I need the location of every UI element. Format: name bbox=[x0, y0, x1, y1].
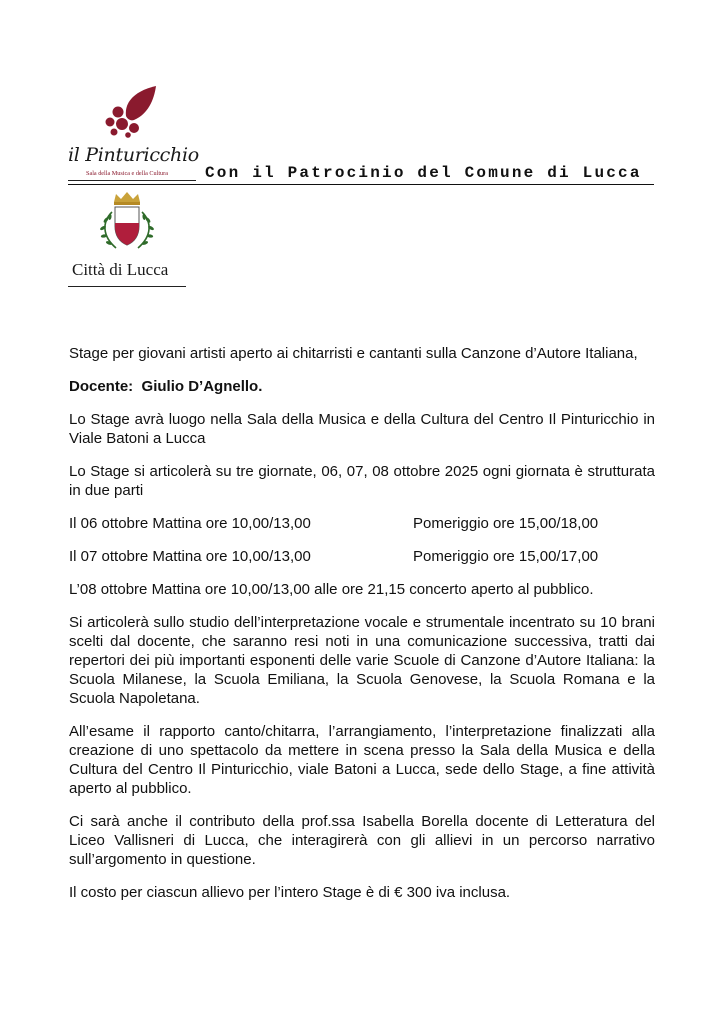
cost-paragraph: Il costo per ciascun allievo per l’intero Stage è di € 300 iva inclusa. bbox=[69, 884, 511, 901]
citta-di-lucca-logo bbox=[68, 190, 188, 290]
document-body bbox=[69, 344, 655, 916]
docente-line bbox=[69, 377, 655, 396]
day3-paragraph: L’08 ottobre Mattina ore 10,00/13,00 alle ore 21,15 concerto aperto al pubblico. bbox=[69, 581, 594, 598]
logo-script-text: il Pinturicchio bbox=[68, 144, 199, 166]
schedule-afternoon: Pomeriggio ore 15,00/18,00 bbox=[413, 515, 599, 532]
schedule-morning: Il 07 ottobre Mattina ore 10,00/13,00 bbox=[69, 548, 311, 565]
grapes-leaf-icon bbox=[104, 86, 164, 138]
exam-paragraph: All’esame il rapporto canto/chitarra, l’arrangiamento, l’interpretazione finalizzati alla creazione di uno spettacolo da mettere in scena presso la Sala della Musica e della Cultura del Centro Il Pinturicchio, viale Batoni a Lucca, sede dello Stage, a fine attività aperto al pubblico. bbox=[69, 723, 655, 797]
patronage-underline bbox=[68, 184, 654, 185]
intro-paragraph: Stage per giovani artisti aperto ai chitarristi e cantanti sulla Canzone d’Autore Italiana, bbox=[69, 345, 638, 362]
lucca-crest-icon bbox=[94, 190, 160, 258]
docente-label: Docente: bbox=[69, 378, 134, 395]
schedule-row bbox=[69, 514, 655, 533]
schedule-afternoon: Pomeriggio ore 15,00/17,00 bbox=[413, 548, 599, 565]
patronage-heading: Con il Patrocinio del Comune di Lucca bbox=[205, 164, 642, 182]
pinturicchio-logo bbox=[68, 86, 198, 186]
program-paragraph: Si articolerà sullo studio dell’interpretazione vocale e strumentale incentrato su 10 brani scelti dal docente, che saranno resi noti in una comunicazione successiva, tratti dai repertori dei più importanti esponenti delle varie Scuole di Canzone d’Autore Italiana: la Scuola Milanese, la Scuola Emiliana, la Scuola Genovese, la Scuola Romana e la Scuola Napoletana. bbox=[69, 614, 655, 707]
schedule-row bbox=[69, 547, 655, 566]
schedule-morning: Il 06 ottobre Mattina ore 10,00/13,00 bbox=[69, 515, 311, 532]
dates-intro-paragraph: Lo Stage si articolerà su tre giornate, 06, 07, 08 ottobre 2025 ogni giornata è strutturata in due parti bbox=[69, 463, 655, 499]
location-paragraph: Lo Stage avrà luogo nella Sala della Musica e della Cultura del Centro Il Pinturicchio in Viale Batoni a Lucca bbox=[69, 411, 655, 447]
city-logo-underline bbox=[68, 286, 186, 287]
contribution-paragraph: Ci sarà anche il contributo della prof.ssa Isabella Borella docente di Letteratura del Liceo Vallisneri di Lucca, che interagirerà con gli allievi in un percorso narrativo sull’argomento in questione. bbox=[69, 813, 655, 868]
docente-name: Giulio D’Agnello. bbox=[141, 378, 263, 395]
logo-divider bbox=[68, 180, 196, 181]
city-name-label: Città di Lucca bbox=[72, 260, 169, 279]
logo-subtitle: Sala della Musica e della Cultura bbox=[86, 170, 168, 177]
